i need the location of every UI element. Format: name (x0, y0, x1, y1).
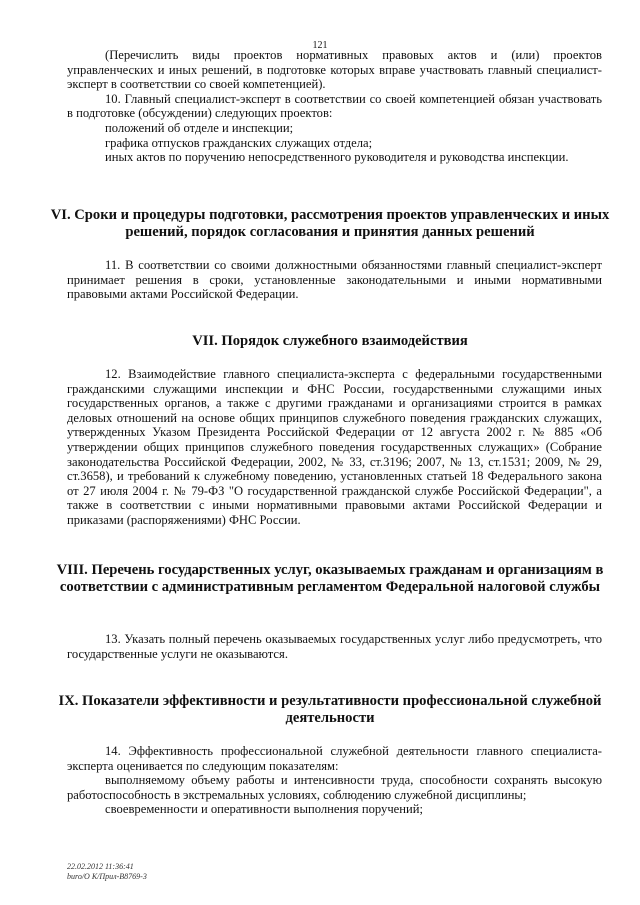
paragraph-13: 13. Указать полный перечень оказываемых государственных услуг либо предусмотреть, что государственные услуги не оказываются. (67, 632, 602, 661)
list-item-vacation-schedule: графика отпусков гражданских служащих отдела; (105, 135, 373, 150)
paragraph-10: 10. Главный специалист-эксперт в соответствии со своей компетенцией обязан участвовать в подготовке (обсуждении) следующих проектов: (67, 91, 602, 121)
list-item-regulations: положений об отделе и инспекции; (105, 120, 294, 135)
section-8-title: VIII. Перечень государственных услуг, оказываемых гражданам и организациям в соответствии с административным регламентом Федеральной налоговой службы (56, 562, 604, 595)
list-item-timeliness: своевременности и оперативности выполнения поручений; (105, 802, 423, 817)
list-item-other-acts: иных актов по поручению непосредственного руководителя и руководства инспекции. (105, 150, 569, 165)
paragraph-12: 12. Взаимодействие главного специалиста-эксперта с федеральными государственными гражданскими служащими инспекции и ФНС России, государственными служащими иных государственных органов, а также с другими гражданами и организациями строится в рамках деловых отношений на основе общих принципов служебного поведения гражданских служащих, утвержденных Указом Президента Российской Федерации от 12 августа 2002 г. № 885 «Об утверждении общих принципов служебного поведения государственных служащих» (Собрание законодательства Российской Федерации, 2002, № 33, ст.3196; 2007, № 13, ст.1531; 2009, № 29, ст.3658), и требований к служебному поведению, установленных статьей 18 Федерального закона от 27 июля 2004 г. № 79-ФЗ "О государственной гражданской службе Российской Федерации", а также в соответствии с иными нормативными правовыми актами Российской Федерации и приказами (распоряжениями) ФНС России. (67, 367, 602, 527)
section-6-title: VI. Сроки и процедуры подготовки, рассмотрения проектов управленческих и иных решений, порядок согласования и принятия данных решений (50, 207, 610, 240)
paragraph-11: 11. В соответствии со своими должностными обязанностями главный специалист-эксперт принимает решения в сроки, установленные законодательными и иными нормативными правовыми актами Российской Федерации. (67, 258, 602, 302)
section-6-body (67, 258, 602, 302)
footer-stamp (67, 862, 147, 882)
paragraph-instruction: (Перечислить виды проектов нормативных правовых актов и (или) проектов управленческих и иных решений, в подготовке которых вправе участвовать главный специалист-эксперт в соответствии со своей компетенцией). (67, 48, 602, 92)
footer-file-ref: buro/O К/Прил-В8769-3 (67, 872, 147, 881)
list-item-workload: выполняемому объему работы и интенсивности труда, способности сохранять высокую работоспособность в экстремальных условиях, соблюдению служебной дисциплины; (67, 773, 602, 802)
section-8-body (67, 632, 602, 661)
intro-block (67, 48, 602, 165)
section-7-body (67, 367, 602, 528)
section-9-body (67, 744, 602, 817)
footer-timestamp: 22.02.2012 11:36:41 (67, 862, 134, 871)
section-9-title: IX. Показатели эффективности и результативности профессиональной служебной деятельности (58, 693, 602, 726)
section-7-title: VII. Порядок служебного взаимодействия (192, 333, 468, 349)
paragraph-14: 14. Эффективность профессиональной служебной деятельности главного специалиста-эксперта оценивается по следующим показателям: (67, 744, 602, 773)
page-number: 121 (312, 40, 328, 51)
